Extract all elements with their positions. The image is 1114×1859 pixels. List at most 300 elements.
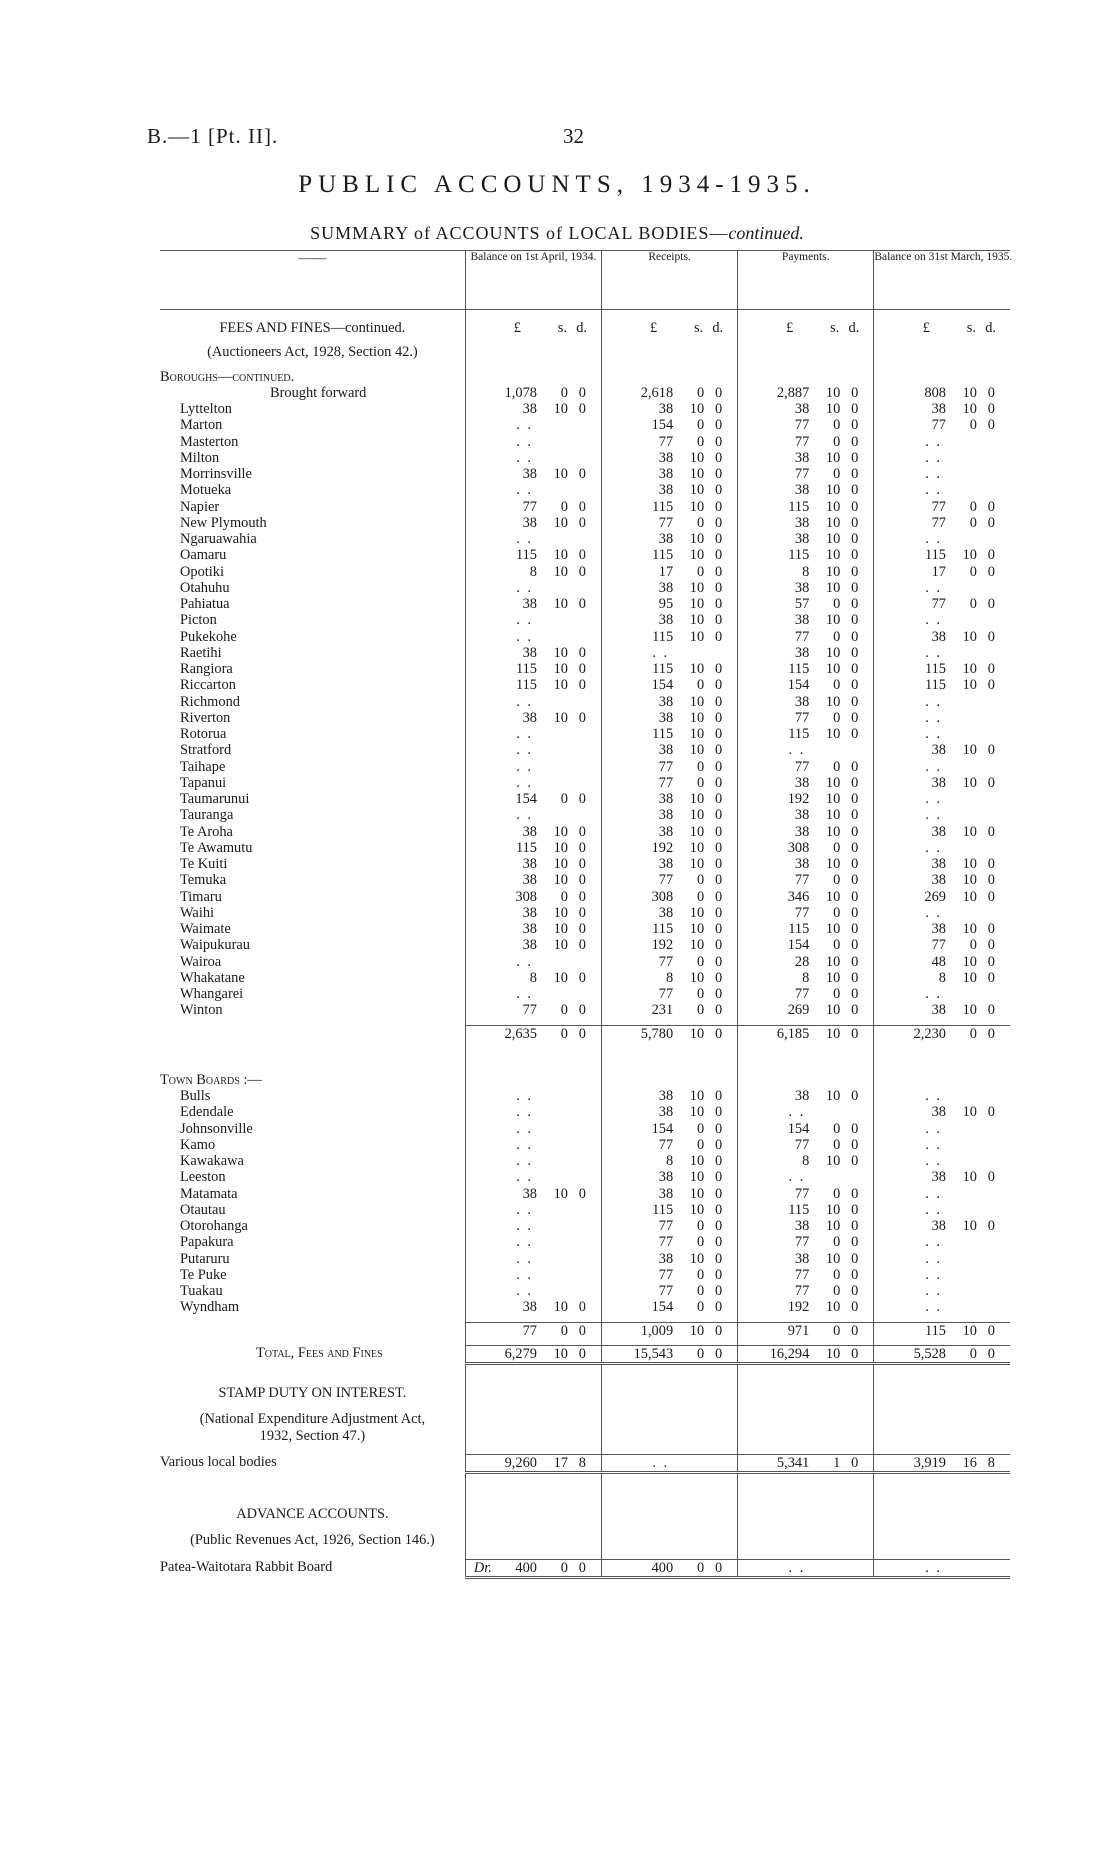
amount-pence: 0 <box>714 579 723 596</box>
amount-pounds: 346 <box>787 888 810 905</box>
amount-shillings: 10 <box>553 401 568 417</box>
closing-balance-cell <box>874 1251 1010 1267</box>
amount-pounds: 115 <box>788 661 810 677</box>
row-label <box>160 1322 465 1339</box>
amount-pounds: 77 <box>931 514 946 531</box>
receipts-cell <box>602 1299 738 1315</box>
amount-pence: 0 <box>714 1025 723 1042</box>
amount-pence: 0 <box>578 514 586 531</box>
receipts-cell <box>602 531 738 547</box>
amount-pence: 0 <box>714 986 723 1002</box>
opening-balance-cell <box>465 1025 601 1042</box>
amount-pounds: 115 <box>788 498 810 515</box>
amount <box>738 1346 873 1362</box>
opening-balance-cell <box>465 434 601 450</box>
amount <box>466 791 601 807</box>
amount-shillings: 0 <box>969 563 977 580</box>
receipts-cell <box>602 1559 738 1577</box>
amount-shillings: 10 <box>962 888 977 905</box>
amount-pence: 0 <box>851 579 859 596</box>
empty-cell <box>602 1532 738 1548</box>
amount-shillings: 10 <box>825 1002 841 1019</box>
amount-shillings: 10 <box>553 644 568 661</box>
amount <box>738 1560 873 1576</box>
amount <box>874 629 1010 645</box>
amount-pounds: 38 <box>658 482 674 499</box>
amount <box>738 1121 873 1137</box>
unit-pound: £ <box>513 320 521 336</box>
amount-shillings: 10 <box>553 1185 568 1202</box>
amount <box>466 742 601 758</box>
amount-pence: 0 <box>851 449 859 466</box>
empty-cell <box>602 344 738 360</box>
amount-pence: 0 <box>987 888 995 905</box>
amount <box>874 742 1010 758</box>
borough-row <box>160 450 1010 466</box>
amount-pence: 0 <box>851 709 859 726</box>
amount-shillings: 0 <box>969 514 977 531</box>
payments-cell <box>738 612 874 628</box>
opening-balance-cell <box>465 759 601 775</box>
units <box>602 320 737 336</box>
amount-pence: 0 <box>851 596 859 612</box>
amount-pounds: 38 <box>794 482 810 499</box>
row-label: Te Puke <box>180 1266 227 1283</box>
nil-marker: . . <box>925 1153 942 1169</box>
amount-shillings: 0 <box>969 1345 977 1362</box>
amount <box>602 1088 737 1104</box>
amount <box>602 986 737 1002</box>
closing-balance-cell <box>874 515 1010 531</box>
receipts-cell <box>602 1153 738 1169</box>
town-board-row <box>160 1137 1010 1153</box>
spacer-cell <box>738 1401 874 1411</box>
amount-pence: 0 <box>851 921 859 937</box>
amount-shillings: 0 <box>560 1025 568 1042</box>
receipts-cell <box>602 937 738 953</box>
borough-row <box>160 401 1010 417</box>
opening-balance-cell <box>465 1267 601 1283</box>
amount-pounds: 115 <box>652 661 674 677</box>
advance-heading: ADVANCE ACCOUNTS. <box>236 1506 389 1522</box>
row-label: Edendale <box>180 1104 234 1121</box>
amount-shillings: 10 <box>553 563 568 580</box>
advance-row <box>160 1559 1010 1577</box>
amount-pounds: 8 <box>665 969 674 986</box>
amount-pounds: 115 <box>652 726 674 742</box>
opening-balance-cell <box>465 1218 601 1234</box>
amount <box>738 791 873 807</box>
unit-shilling: s. <box>557 320 567 336</box>
amount-pence: 0 <box>578 888 586 905</box>
amount-shillings: 0 <box>696 1002 705 1019</box>
closing-balance-cell <box>874 1088 1010 1104</box>
nil-marker: . . <box>925 482 942 499</box>
opening-balance-cell <box>465 466 601 482</box>
amount-pounds: 154 <box>651 677 674 694</box>
payments-cell <box>738 824 874 840</box>
amount-pounds: 400 <box>515 1559 537 1576</box>
amount-pence: 0 <box>714 726 723 742</box>
amount <box>738 726 873 742</box>
spacer-cell <box>160 361 465 369</box>
row-label: Otorohanga <box>180 1218 248 1234</box>
amount <box>466 840 601 856</box>
payments-cell <box>738 596 874 612</box>
amount <box>874 1234 1010 1250</box>
closing-balance-cell <box>874 905 1010 921</box>
amount-pounds: 38 <box>931 1218 946 1234</box>
receipts-cell <box>602 450 738 466</box>
amount <box>602 726 737 742</box>
amount-pounds: 38 <box>931 742 946 759</box>
amount-pence: 0 <box>578 466 586 482</box>
amount-pounds: 77 <box>794 758 810 775</box>
receipts-cell <box>602 824 738 840</box>
empty-cell <box>602 1428 738 1444</box>
amount <box>874 1283 1010 1299</box>
nil-marker: . . <box>516 1218 533 1234</box>
amount <box>738 564 873 580</box>
amount-pounds: 77 <box>794 709 810 726</box>
amount-pence: 0 <box>714 1153 723 1169</box>
amount <box>874 694 1010 710</box>
row-label: Putaruru <box>180 1250 230 1267</box>
amount-shillings: 0 <box>969 1025 977 1042</box>
spacer-cell <box>874 1549 1010 1560</box>
nil-marker: . . <box>925 1283 942 1299</box>
amount-pence: 0 <box>987 514 995 531</box>
amount-pounds: 77 <box>658 953 674 970</box>
amount-shillings: 0 <box>696 1120 705 1137</box>
amount <box>738 1104 873 1120</box>
amount-pounds: 1,009 <box>640 1322 674 1339</box>
amount <box>874 889 1010 905</box>
nil-marker: . . <box>925 839 942 856</box>
subtitle-main: SUMMARY of ACCOUNTS of LOCAL BODIES— <box>310 223 729 243</box>
payments-cell <box>738 515 874 531</box>
amount <box>874 515 1010 531</box>
amount-pounds: 115 <box>515 839 537 856</box>
amount <box>738 986 873 1002</box>
receipts-cell <box>602 1137 738 1153</box>
amount <box>738 742 873 758</box>
amount-shillings: 0 <box>969 937 977 954</box>
amount-pence: 0 <box>851 937 859 954</box>
town-board-row <box>160 1088 1010 1104</box>
amount-shillings: 10 <box>553 969 568 986</box>
amount-pounds: 38 <box>931 1002 946 1019</box>
amount <box>466 531 601 547</box>
payments-cell <box>738 905 874 921</box>
amount <box>874 661 1010 677</box>
opening-balance-cell <box>465 1088 601 1104</box>
amount <box>738 1218 873 1234</box>
amount-shillings: 0 <box>833 466 841 482</box>
amount-pounds: 38 <box>522 596 537 612</box>
opening-balance-cell <box>465 450 601 466</box>
amount-pounds: 38 <box>931 1169 946 1186</box>
empty-cell <box>602 369 738 385</box>
amount-shillings: 10 <box>962 661 977 677</box>
nil-marker: . . <box>516 628 533 645</box>
closing-balance-cell <box>874 1234 1010 1250</box>
row-label: Otahuhu <box>180 579 230 596</box>
empty-cell <box>602 1385 738 1401</box>
amount <box>466 1137 601 1153</box>
amount <box>602 434 737 450</box>
row-label: Kamo <box>180 1136 216 1153</box>
spacer-row <box>160 336 1010 344</box>
amount-shillings: 10 <box>825 482 841 499</box>
empty-cell <box>738 344 874 360</box>
spacer-cell <box>874 1522 1010 1532</box>
amount-pounds: 5,780 <box>640 1025 674 1042</box>
amount-pounds: 77 <box>931 937 946 954</box>
amount-shillings: 0 <box>560 1559 568 1576</box>
stamp-row <box>160 1454 1010 1472</box>
receipts-cell <box>602 401 738 417</box>
borough-row <box>160 612 1010 628</box>
amount-shillings: 10 <box>962 823 977 840</box>
amount <box>874 1137 1010 1153</box>
opening-balance-cell <box>465 629 601 645</box>
amount-shillings: 1 <box>833 1454 841 1471</box>
amount-shillings: 10 <box>825 1025 841 1042</box>
row-label: Johnsonville <box>180 1120 253 1137</box>
receipts-cell <box>602 889 738 905</box>
amount-pence: 0 <box>851 953 859 970</box>
amount <box>738 1153 873 1169</box>
amount <box>602 531 737 547</box>
amount <box>738 921 873 937</box>
amount-pounds: 231 <box>651 1002 674 1019</box>
nil-marker: . . <box>925 531 942 547</box>
amount <box>738 1202 873 1218</box>
amount-pounds: 38 <box>658 1185 674 1202</box>
amount-pounds: 38 <box>794 401 810 417</box>
nil-marker: . . <box>925 726 942 742</box>
amount-pence: 0 <box>714 1088 723 1104</box>
spacer-cell <box>465 361 601 369</box>
payments-cell <box>738 1121 874 1137</box>
amount <box>466 466 601 482</box>
amount-shillings: 0 <box>696 1283 705 1299</box>
payments-cell <box>738 1186 874 1202</box>
amount-pounds: 115 <box>788 547 810 564</box>
payments-cell <box>738 482 874 498</box>
amount-shillings: 10 <box>689 482 705 499</box>
amount-pounds: 38 <box>931 921 946 937</box>
unit-pence: d. <box>985 320 996 336</box>
amount-pence: 0 <box>851 693 859 710</box>
amount-shillings: 10 <box>825 693 841 710</box>
spacer-cell <box>602 1522 738 1532</box>
amount <box>874 466 1010 482</box>
opening-balance-cell <box>465 1202 601 1218</box>
amount <box>738 1137 873 1153</box>
amount <box>602 515 737 531</box>
amount <box>738 629 873 645</box>
payments-cell <box>738 1299 874 1315</box>
amount <box>466 1251 601 1267</box>
amount-shillings: 10 <box>689 742 705 759</box>
empty-cell <box>465 344 601 360</box>
amount <box>602 1202 737 1218</box>
payments-cell <box>738 1088 874 1104</box>
amount <box>738 710 873 726</box>
amount <box>602 742 737 758</box>
amount-shillings: 10 <box>689 547 705 564</box>
amount <box>602 1153 737 1169</box>
amount-shillings: 10 <box>825 969 841 986</box>
amount-pence: 0 <box>714 1299 723 1316</box>
receipts-cell <box>602 1218 738 1234</box>
amount-pounds: 8 <box>802 1153 810 1169</box>
amount <box>602 1234 737 1250</box>
amount-pence: 0 <box>578 1025 586 1042</box>
amount-pence: 0 <box>714 547 723 564</box>
amount-pence: 0 <box>987 596 995 612</box>
amount-shillings: 10 <box>689 612 705 629</box>
amount <box>466 564 601 580</box>
borough-row <box>160 840 1010 856</box>
amount <box>738 775 873 791</box>
amount-shillings: 10 <box>553 677 568 694</box>
nil-marker: . . <box>925 1299 942 1316</box>
unit-pound: £ <box>922 320 930 336</box>
row-label: Richmond <box>180 693 240 710</box>
opening-balance-cell <box>465 1251 601 1267</box>
amount <box>874 1218 1010 1234</box>
spacer-cell <box>738 1042 874 1072</box>
amount <box>466 986 601 1002</box>
amount <box>874 921 1010 937</box>
payments-cell <box>738 742 874 758</box>
row-label: Kawakawa <box>180 1153 244 1169</box>
amount-shillings: 0 <box>560 384 568 401</box>
closing-balance-cell <box>874 401 1010 417</box>
grand-total-row <box>160 1345 1010 1363</box>
amount <box>602 1026 737 1042</box>
receipts-cell <box>602 1283 738 1299</box>
amount <box>466 889 601 905</box>
amount <box>466 954 601 970</box>
row-label: Marton <box>180 417 223 434</box>
amount <box>874 1169 1010 1185</box>
spacer-cell <box>874 1042 1010 1072</box>
amount-pounds: 154 <box>787 677 810 694</box>
amount-shillings: 0 <box>969 417 977 434</box>
boroughs-heading-row <box>160 369 1010 385</box>
amount-shillings: 0 <box>833 1185 841 1202</box>
amount-pence: 0 <box>714 417 723 434</box>
amount <box>738 1169 873 1185</box>
amount <box>602 661 737 677</box>
amount-pence: 0 <box>578 856 586 872</box>
amount-shillings: 0 <box>833 937 841 954</box>
amount-pence: 0 <box>851 888 859 905</box>
amount-pounds: 38 <box>658 709 674 726</box>
amount <box>466 645 601 661</box>
receipts-cell <box>602 954 738 970</box>
document-series-code: B.—1 [Pt. II]. <box>147 124 279 148</box>
amount-shillings: 0 <box>696 1136 705 1153</box>
amount-shillings: 10 <box>962 969 977 986</box>
spacer-cell <box>874 361 1010 369</box>
closing-balance-cell <box>874 921 1010 937</box>
empty-cell <box>465 1506 601 1522</box>
empty-cell <box>738 1072 874 1088</box>
amount-pence: 0 <box>987 872 995 889</box>
amount-pounds: 77 <box>931 596 946 612</box>
payments-cell <box>738 807 874 823</box>
amount <box>874 580 1010 596</box>
nil-marker: . . <box>788 1169 806 1186</box>
amount <box>602 1218 737 1234</box>
units-cell <box>738 310 874 337</box>
amount <box>874 759 1010 775</box>
amount-pounds: 38 <box>522 937 537 954</box>
amount <box>466 450 601 466</box>
amount-shillings: 10 <box>962 1002 977 1019</box>
payments-cell <box>738 921 874 937</box>
closing-balance-cell <box>874 1104 1010 1120</box>
amount-pence: 0 <box>714 531 723 547</box>
amount-shillings: 10 <box>689 1153 705 1169</box>
amount-pence: 0 <box>714 1345 723 1362</box>
closing-balance-cell <box>874 1218 1010 1234</box>
row-label: Waihi <box>180 904 215 921</box>
payments-cell <box>738 970 874 986</box>
nil-marker: . . <box>925 904 942 921</box>
amount-pounds: 192 <box>787 1299 810 1316</box>
amount-pence: 0 <box>987 1025 995 1042</box>
amount-pence: 0 <box>714 1559 723 1576</box>
amount-shillings: 10 <box>689 579 705 596</box>
amount-pounds: 8 <box>802 563 810 580</box>
boroughs-subtotal-row <box>160 1025 1010 1042</box>
opening-balance-cell <box>465 726 601 742</box>
receipts-cell <box>602 921 738 937</box>
amount-prefix: Dr. <box>473 1559 492 1576</box>
amount-pounds: 77 <box>658 1136 674 1153</box>
closing-balance-cell <box>874 482 1010 498</box>
amount-shillings: 0 <box>696 1234 705 1251</box>
unit-pound: £ <box>786 320 794 336</box>
amount-pence: 0 <box>987 953 995 970</box>
amount-shillings: 10 <box>825 1345 841 1362</box>
row-label: Picton <box>180 612 217 629</box>
payments-cell <box>738 450 874 466</box>
receipts-cell <box>602 726 738 742</box>
amount <box>738 759 873 775</box>
payments-cell <box>738 645 874 661</box>
amount-pence: 0 <box>714 433 723 450</box>
opening-balance-cell <box>465 1283 601 1299</box>
amount-shillings: 0 <box>833 1266 841 1283</box>
row-label: Napier <box>180 498 220 515</box>
amount-pence: 0 <box>714 1250 723 1267</box>
amount-pounds: 77 <box>931 498 946 515</box>
amount <box>466 1267 601 1283</box>
amount-pounds: 308 <box>515 888 537 905</box>
town-boards-heading: Town Boards :— <box>160 1071 262 1088</box>
empty-cell <box>874 369 1010 385</box>
nil-marker: . . <box>925 612 942 629</box>
amount-pence: 0 <box>851 1136 859 1153</box>
nil-marker: . . <box>516 986 533 1002</box>
